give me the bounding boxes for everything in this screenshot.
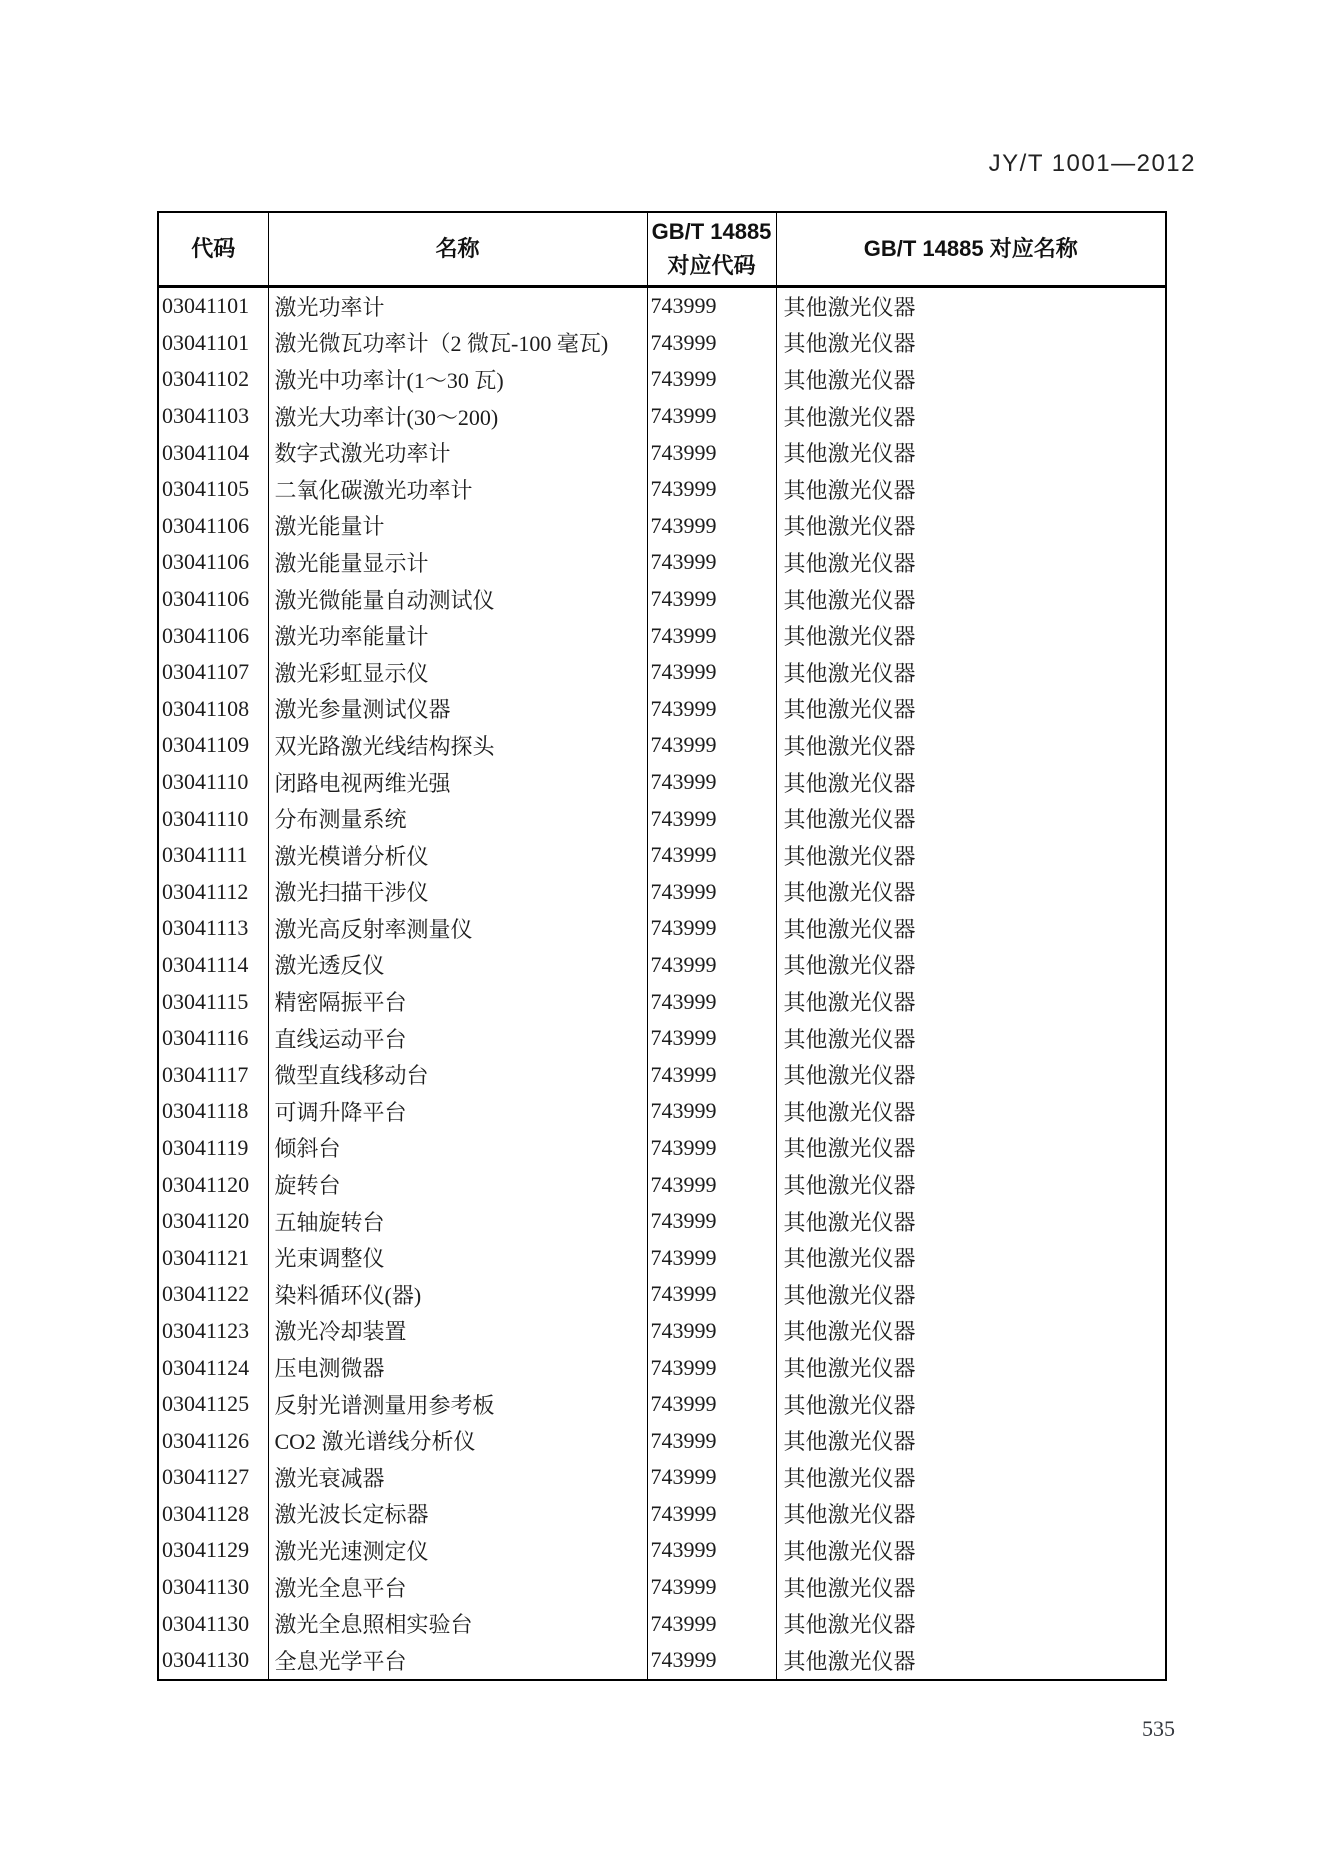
header-gbt-code-line2: 对应代码 xyxy=(667,253,756,278)
cell-name: 激光能量显示计 xyxy=(268,544,647,581)
cell-gbt-name: 其他激光仪器 xyxy=(776,1093,1166,1130)
table-row xyxy=(158,910,1166,947)
document-code-header: JY/T 1001—2012 xyxy=(988,150,1196,177)
table-header xyxy=(158,212,1166,287)
cell-code: 03041101 xyxy=(162,293,250,319)
cell-gbt-name: 其他激光仪器 xyxy=(776,617,1166,654)
cell-gbt-name: 其他激光仪器 xyxy=(776,1496,1166,1533)
cell-code: 03041106 xyxy=(162,549,250,575)
cell-gbt-code: 743999 xyxy=(647,434,776,471)
table-row xyxy=(158,727,1166,764)
cell-gbt-code: 743999 xyxy=(647,910,776,947)
table-row xyxy=(158,1166,1166,1203)
cell-name: 激光微能量自动测试仪 xyxy=(268,581,647,618)
cell-code: 03041130 xyxy=(162,1647,250,1673)
cell-gbt-name: 其他激光仪器 xyxy=(776,654,1166,691)
cell-code: 03041106 xyxy=(162,586,250,612)
cell-code: 03041104 xyxy=(162,439,250,465)
table-row xyxy=(158,983,1166,1020)
cell-gbt-code: 743999 xyxy=(647,1569,776,1606)
cell-name: 激光波长定标器 xyxy=(268,1496,647,1533)
table-row xyxy=(158,947,1166,984)
cell-gbt-name: 其他激光仪器 xyxy=(776,837,1166,874)
table-row xyxy=(158,1093,1166,1130)
cell-gbt-code: 743999 xyxy=(647,727,776,764)
cell-gbt-code: 743999 xyxy=(647,837,776,874)
table-row xyxy=(158,398,1166,435)
cell-code: 03041106 xyxy=(162,512,250,538)
cell-gbt-code: 743999 xyxy=(647,800,776,837)
header-gbt-code xyxy=(647,212,776,287)
cell-gbt-code: 743999 xyxy=(647,947,776,984)
cell-gbt-name: 其他激光仪器 xyxy=(776,1203,1166,1240)
cell-code: 03041124 xyxy=(162,1354,250,1380)
cell-gbt-name: 其他激光仪器 xyxy=(776,398,1166,435)
cell-gbt-code: 743999 xyxy=(647,1239,776,1276)
cell-gbt-code: 743999 xyxy=(647,1056,776,1093)
cell-name: 激光全息照相实验台 xyxy=(268,1605,647,1642)
table-row xyxy=(158,1239,1166,1276)
cell-gbt-code: 743999 xyxy=(647,471,776,508)
table-row xyxy=(158,471,1166,508)
cell-gbt-name: 其他激光仪器 xyxy=(776,1532,1166,1569)
cell-gbt-code: 743999 xyxy=(647,1532,776,1569)
cell-code: 03041123 xyxy=(162,1317,250,1343)
cell-code: 03041126 xyxy=(162,1427,250,1453)
header-gbt-code-line1: GB/T 14885 xyxy=(651,218,772,244)
table-row xyxy=(158,1605,1166,1642)
cell-gbt-name: 其他激光仪器 xyxy=(776,1386,1166,1423)
page-number: 535 xyxy=(1142,1716,1175,1741)
table-row xyxy=(158,1496,1166,1533)
cell-name: 激光衰减器 xyxy=(268,1459,647,1496)
cell-code: 03041120 xyxy=(162,1171,250,1197)
table-row xyxy=(158,544,1166,581)
cell-gbt-name: 其他激光仪器 xyxy=(776,910,1166,947)
cell-code: 03041110 xyxy=(162,769,249,795)
cell-name: CO2 激光谱线分析仪 xyxy=(268,1422,647,1459)
cell-name: 激光冷却装置 xyxy=(268,1313,647,1350)
cell-gbt-code: 743999 xyxy=(647,1459,776,1496)
cell-name: 染料循环仪(器) xyxy=(268,1276,647,1313)
cell-code: 03041114 xyxy=(162,951,249,977)
cell-gbt-code: 743999 xyxy=(647,654,776,691)
table-row xyxy=(158,508,1166,545)
cell-code: 03041102 xyxy=(162,366,250,392)
cell-code: 03041107 xyxy=(162,659,250,685)
cell-gbt-name: 其他激光仪器 xyxy=(776,691,1166,728)
cell-code: 03041121 xyxy=(162,1244,250,1270)
cell-code: 03041115 xyxy=(162,988,249,1014)
cell-name: 激光模谱分析仪 xyxy=(268,837,647,874)
cell-gbt-code: 743999 xyxy=(647,361,776,398)
cell-gbt-name: 其他激光仪器 xyxy=(776,1166,1166,1203)
cell-code: 03041125 xyxy=(162,1391,250,1417)
table-row xyxy=(158,1532,1166,1569)
header-row xyxy=(158,212,1166,287)
table-row xyxy=(158,1313,1166,1350)
cell-gbt-code: 743999 xyxy=(647,1642,776,1680)
cell-gbt-name: 其他激光仪器 xyxy=(776,1605,1166,1642)
table-row xyxy=(158,874,1166,911)
cell-code: 03041122 xyxy=(162,1281,250,1307)
cell-code: 03041106 xyxy=(162,622,250,648)
cell-name: 光束调整仪 xyxy=(268,1239,647,1276)
cell-gbt-code: 743999 xyxy=(647,398,776,435)
cell-name: 激光中功率计(1～30 瓦) xyxy=(268,361,647,398)
cell-gbt-name: 其他激光仪器 xyxy=(776,1020,1166,1057)
cell-name: 压电测微器 xyxy=(268,1349,647,1386)
cell-gbt-name: 其他激光仪器 xyxy=(776,1239,1166,1276)
cell-gbt-name: 其他激光仪器 xyxy=(776,1313,1166,1350)
cell-name: 二氧化碳激光功率计 xyxy=(268,471,647,508)
cell-code: 03041103 xyxy=(162,403,250,429)
cell-gbt-name: 其他激光仪器 xyxy=(776,727,1166,764)
cell-name: 双光路激光线结构探头 xyxy=(268,727,647,764)
cell-gbt-code: 743999 xyxy=(647,691,776,728)
cell-code: 03041113 xyxy=(162,915,249,941)
cell-gbt-code: 743999 xyxy=(647,983,776,1020)
cell-name: 反射光谱测量用参考板 xyxy=(268,1386,647,1423)
cell-code: 03041111 xyxy=(162,842,248,868)
cell-gbt-code: 743999 xyxy=(647,1349,776,1386)
cell-name: 激光参量测试仪器 xyxy=(268,691,647,728)
cell-gbt-code: 743999 xyxy=(647,581,776,618)
cell-gbt-code: 743999 xyxy=(647,764,776,801)
cell-gbt-code: 743999 xyxy=(647,1093,776,1130)
table-row xyxy=(158,1422,1166,1459)
cell-gbt-code: 743999 xyxy=(647,1605,776,1642)
cell-gbt-name: 其他激光仪器 xyxy=(776,434,1166,471)
cell-name: 激光微瓦功率计（2 微瓦-100 毫瓦) xyxy=(268,325,647,362)
cell-gbt-name: 其他激光仪器 xyxy=(776,764,1166,801)
cell-gbt-name: 其他激光仪器 xyxy=(776,581,1166,618)
cell-gbt-name: 其他激光仪器 xyxy=(776,1459,1166,1496)
cell-code: 03041128 xyxy=(162,1500,250,1526)
cell-gbt-code: 743999 xyxy=(647,287,776,325)
cell-name: 旋转台 xyxy=(268,1166,647,1203)
table-row xyxy=(158,1459,1166,1496)
table-row xyxy=(158,1020,1166,1057)
cell-gbt-name: 其他激光仪器 xyxy=(776,287,1166,325)
table-row xyxy=(158,764,1166,801)
cell-code: 03041105 xyxy=(162,476,250,502)
cell-code: 03041108 xyxy=(162,695,250,721)
cell-gbt-name: 其他激光仪器 xyxy=(776,1130,1166,1167)
cell-code: 03041110 xyxy=(162,805,249,831)
cell-name: 分布测量系统 xyxy=(268,800,647,837)
cell-code: 03041120 xyxy=(162,1208,250,1234)
cell-gbt-name: 其他激光仪器 xyxy=(776,1276,1166,1313)
cell-gbt-name: 其他激光仪器 xyxy=(776,544,1166,581)
table-row xyxy=(158,1276,1166,1313)
cell-code: 03041119 xyxy=(162,1134,249,1160)
cell-name: 全息光学平台 xyxy=(268,1642,647,1680)
cell-name: 可调升降平台 xyxy=(268,1093,647,1130)
cell-name: 闭路电视两维光强 xyxy=(268,764,647,801)
table-row xyxy=(158,1056,1166,1093)
cell-gbt-name: 其他激光仪器 xyxy=(776,361,1166,398)
cell-gbt-code: 743999 xyxy=(647,544,776,581)
cell-gbt-code: 743999 xyxy=(647,1386,776,1423)
code-mapping-table xyxy=(157,211,1167,1681)
cell-gbt-name: 其他激光仪器 xyxy=(776,325,1166,362)
cell-gbt-name: 其他激光仪器 xyxy=(776,800,1166,837)
table-row xyxy=(158,287,1166,325)
cell-gbt-name: 其他激光仪器 xyxy=(776,983,1166,1020)
cell-gbt-name: 其他激光仪器 xyxy=(776,1642,1166,1680)
table-row xyxy=(158,434,1166,471)
table-row xyxy=(158,1349,1166,1386)
table-row xyxy=(158,581,1166,618)
cell-code: 03041112 xyxy=(162,878,249,904)
table-row xyxy=(158,691,1166,728)
table-row xyxy=(158,800,1166,837)
cell-name: 激光功率计 xyxy=(268,287,647,325)
cell-code: 03041117 xyxy=(162,1061,249,1087)
cell-gbt-code: 743999 xyxy=(647,508,776,545)
cell-code: 03041130 xyxy=(162,1574,250,1600)
cell-gbt-name: 其他激光仪器 xyxy=(776,1422,1166,1459)
cell-name: 倾斜台 xyxy=(268,1130,647,1167)
table-row xyxy=(158,837,1166,874)
table-row xyxy=(158,361,1166,398)
cell-gbt-name: 其他激光仪器 xyxy=(776,1349,1166,1386)
header-name: 名称 xyxy=(268,212,647,287)
table-row xyxy=(158,1642,1166,1680)
cell-name: 激光扫描干涉仪 xyxy=(268,874,647,911)
cell-gbt-name: 其他激光仪器 xyxy=(776,1569,1166,1606)
cell-gbt-code: 743999 xyxy=(647,617,776,654)
table-row xyxy=(158,1386,1166,1423)
cell-gbt-name: 其他激光仪器 xyxy=(776,874,1166,911)
cell-gbt-code: 743999 xyxy=(647,1166,776,1203)
cell-gbt-code: 743999 xyxy=(647,1496,776,1533)
code-mapping-table-container xyxy=(157,211,1165,1681)
cell-code: 03041116 xyxy=(162,1025,249,1051)
cell-gbt-code: 743999 xyxy=(647,1130,776,1167)
cell-name: 精密隔振平台 xyxy=(268,983,647,1020)
cell-name: 激光大功率计(30～200) xyxy=(268,398,647,435)
table-row xyxy=(158,1203,1166,1240)
cell-name: 微型直线移动台 xyxy=(268,1056,647,1093)
table-row xyxy=(158,1130,1166,1167)
cell-gbt-code: 743999 xyxy=(647,1313,776,1350)
table-body xyxy=(158,287,1166,1680)
cell-gbt-name: 其他激光仪器 xyxy=(776,471,1166,508)
cell-code: 03041101 xyxy=(162,329,250,355)
cell-gbt-name: 其他激光仪器 xyxy=(776,947,1166,984)
table-row xyxy=(158,617,1166,654)
cell-name: 激光全息平台 xyxy=(268,1569,647,1606)
cell-code: 03041129 xyxy=(162,1537,250,1563)
cell-code: 03041130 xyxy=(162,1610,250,1636)
cell-name: 五轴旋转台 xyxy=(268,1203,647,1240)
cell-gbt-name: 其他激光仪器 xyxy=(776,508,1166,545)
table-row xyxy=(158,654,1166,691)
cell-name: 激光彩虹显示仪 xyxy=(268,654,647,691)
cell-name: 激光光速测定仪 xyxy=(268,1532,647,1569)
cell-gbt-code: 743999 xyxy=(647,1203,776,1240)
cell-gbt-code: 743999 xyxy=(647,874,776,911)
cell-name: 数字式激光功率计 xyxy=(268,434,647,471)
cell-gbt-code: 743999 xyxy=(647,1020,776,1057)
table-row xyxy=(158,1569,1166,1606)
table-row xyxy=(158,325,1166,362)
cell-code: 03041109 xyxy=(162,732,250,758)
cell-code: 03041127 xyxy=(162,1464,250,1490)
cell-name: 直线运动平台 xyxy=(268,1020,647,1057)
cell-name: 激光功率能量计 xyxy=(268,617,647,654)
cell-name: 激光透反仪 xyxy=(268,947,647,984)
cell-gbt-code: 743999 xyxy=(647,1276,776,1313)
cell-gbt-code: 743999 xyxy=(647,1422,776,1459)
cell-name: 激光能量计 xyxy=(268,508,647,545)
header-gbt-name: GB/T 14885 对应名称 xyxy=(776,212,1166,287)
cell-gbt-code: 743999 xyxy=(647,325,776,362)
cell-code: 03041118 xyxy=(162,1098,249,1124)
cell-gbt-name: 其他激光仪器 xyxy=(776,1056,1166,1093)
header-code: 代码 xyxy=(158,212,268,287)
cell-name: 激光高反射率测量仪 xyxy=(268,910,647,947)
